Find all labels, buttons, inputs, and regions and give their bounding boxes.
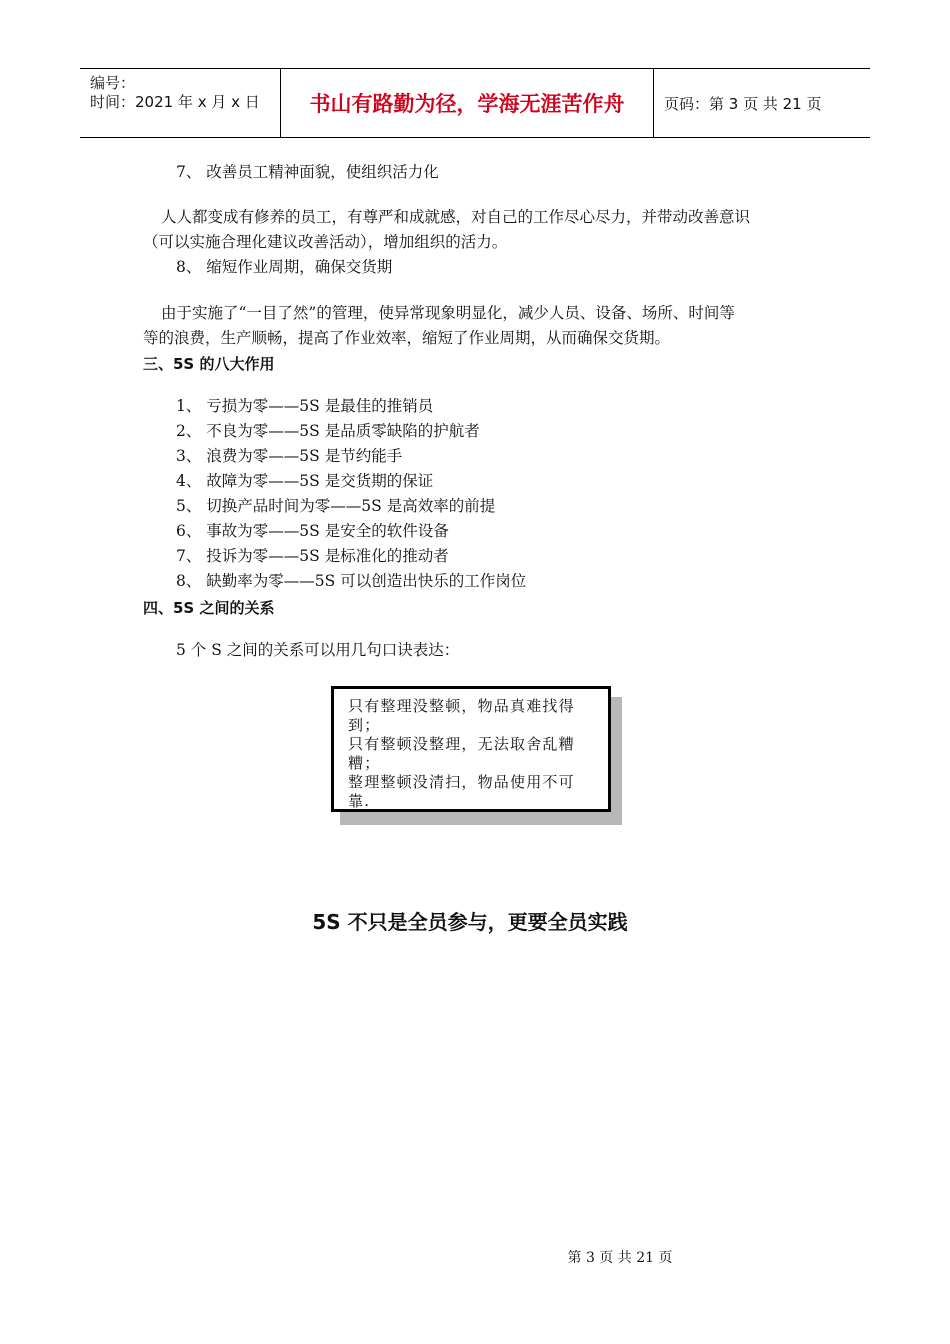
effect-item: 8、 缺勤率为零——5S 可以创造出快乐的工作岗位 — [176, 572, 527, 590]
mnemonic-line: 只有整理没整顿，物品真难找得 — [348, 697, 575, 715]
section-3-heading: 三、5S 的八大作用 — [143, 355, 275, 373]
slogan: 5S 不只是全员参与，更要全员实践 — [312, 910, 628, 934]
item-8-title: 8、 缩短作业周期，确保交货期 — [176, 258, 393, 276]
effect-item: 6、 事故为零——5S 是安全的软件设备 — [176, 522, 449, 540]
mnemonic-line: 糟； — [348, 754, 381, 772]
relation-intro: 5 个 S 之间的关系可以用几句口诀表达： — [176, 641, 460, 659]
paragraph-8-line-1: 由于实施了“一目了然”的管理，使异常现象明显化，减少人员、设备、场所、时间等 — [161, 304, 735, 322]
page-footer: 第 3 页 共 21 页 — [567, 1250, 673, 1266]
header-meta — [80, 69, 281, 137]
document-number-label: 编号： — [90, 74, 136, 92]
paragraph-7-line-2: （可以实施合理化建议改善活动），增加组织的活力。 — [143, 233, 508, 251]
effect-item: 5、 切换产品时间为零——5S 是高效率的前提 — [176, 497, 496, 515]
header-page-info: 页码：第 3 页 共 21 页 — [664, 94, 822, 113]
document-time-label: 时间：2021 年 x 月 x 日 — [90, 93, 260, 111]
item-7-title: 7、 改善员工精神面貌，使组织活力化 — [176, 163, 439, 181]
effect-item: 1、 亏损为零——5S 是最佳的推销员 — [176, 397, 434, 415]
header-motto-cell — [281, 69, 654, 137]
mnemonic-line: 整理整顿没清扫，物品使用不可 — [348, 773, 575, 791]
effect-item: 2、 不良为零——5S 是品质零缺陷的护航者 — [176, 422, 480, 440]
mnemonic-line: 只有整顿没整理，无法取舍乱糟 — [348, 735, 575, 753]
effect-item: 7、 投诉为零——5S 是标准化的推动者 — [176, 547, 449, 565]
mnemonic-line: 靠. — [348, 792, 371, 810]
mnemonic-box — [331, 686, 611, 812]
section-4-heading: 四、5S 之间的关系 — [143, 599, 275, 617]
effect-item: 4、 故障为零——5S 是交货期的保证 — [176, 472, 434, 490]
paragraph-7-line-1: 人人都变成有修养的员工，有尊严和成就感，对自己的工作尽心尽力，并带动改善意识 — [161, 208, 751, 226]
page-header — [80, 68, 870, 138]
effect-item: 3、 浪费为零——5S 是节约能手 — [176, 447, 403, 465]
header-motto: 书山有路勤为径，学海无涯苦作舟 — [309, 92, 625, 116]
paragraph-8-line-2: 等的浪费，生产顺畅，提高了作业效率，缩短了作业周期，从而确保交货期。 — [143, 329, 671, 347]
mnemonic-line: 到； — [348, 716, 381, 734]
